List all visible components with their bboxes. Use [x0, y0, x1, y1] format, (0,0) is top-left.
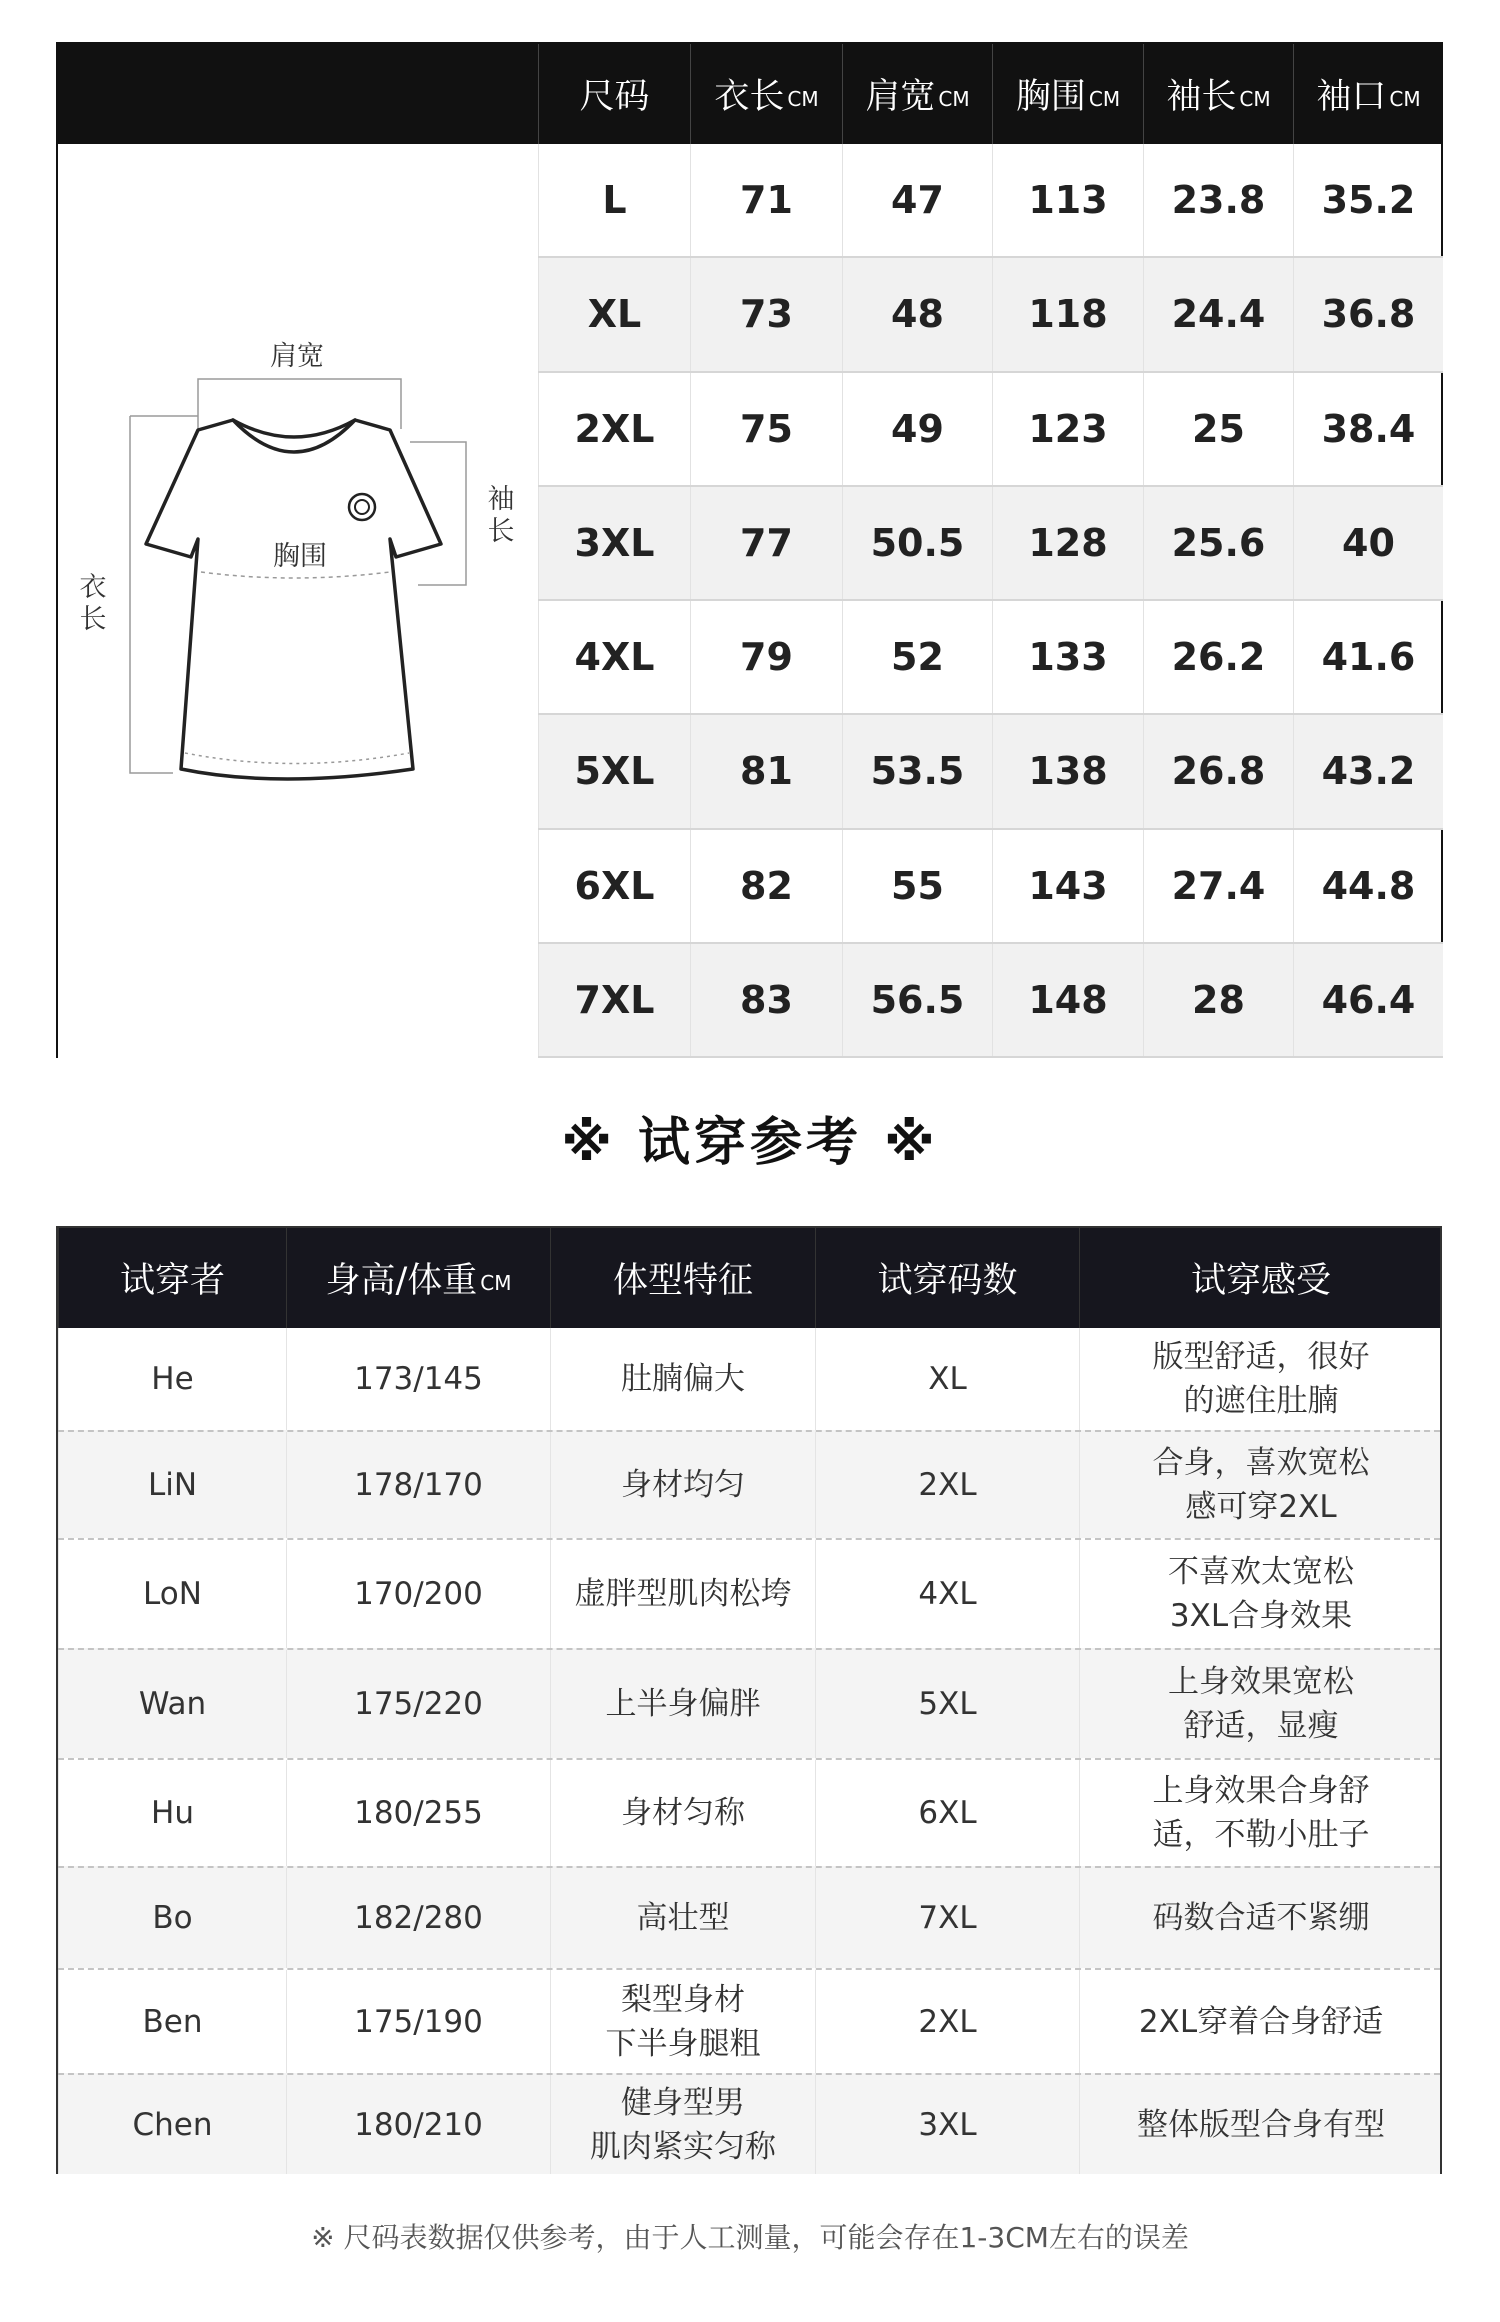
size-header-unit: CM [1088, 87, 1121, 111]
cell-line: 3XL合身效果 [1169, 1598, 1353, 1634]
size-cell-sleeve: 26.8 [1143, 715, 1293, 827]
cell-line: 身材匀称 [621, 1795, 745, 1831]
size-row [538, 601, 1443, 715]
tryon-cell-height-weight: 180/255 [286, 1760, 550, 1866]
tryon-cell-tried-size: 2XL [815, 1970, 1079, 2073]
size-cell-length: 71 [690, 144, 842, 256]
cell-line: 高壮型 [636, 1900, 730, 1936]
tryon-cell-tester: Bo [58, 1868, 286, 1968]
tryon-header-tester [58, 1228, 286, 1328]
tryon-header-label: 体型特征 [612, 1261, 753, 1301]
tshirt-diagram [58, 144, 538, 1058]
size-row [538, 487, 1443, 601]
cell-line: 感可穿2XL [1185, 1489, 1337, 1525]
tryon-cell-feedback [1079, 1328, 1442, 1430]
cell-line: 适，不勒小肚子 [1152, 1817, 1370, 1853]
size-row [538, 715, 1443, 829]
size-cell-cuff: 35.2 [1293, 144, 1443, 256]
tryon-cell-tried-size: 7XL [815, 1868, 1079, 1968]
size-cell-chest: 113 [992, 144, 1143, 256]
tryon-cell-height-weight: 178/170 [286, 1432, 550, 1538]
tryon-header-tried-size [815, 1228, 1079, 1328]
size-chart-body [538, 144, 1443, 1058]
size-cell-chest: 133 [992, 601, 1143, 713]
cell-line: 2XL穿着合身舒适 [1138, 2003, 1384, 2040]
tryon-header-body-type [550, 1228, 815, 1328]
shoulder-width-label: 肩宽 [270, 341, 324, 372]
size-header-size [538, 44, 690, 144]
size-cell-size: 6XL [538, 830, 690, 942]
tryon-header-unit: CM [480, 1271, 512, 1295]
tryon-header-label: 试穿码数 [877, 1261, 1018, 1301]
tryon-cell-height-weight: 182/280 [286, 1868, 550, 1968]
tryon-cell-tester: LiN [58, 1432, 286, 1538]
tryon-header-height-weight [286, 1228, 550, 1328]
size-cell-size: XL [538, 258, 690, 370]
cell-line: 版型舒适，很好 [1152, 1339, 1370, 1375]
cell-line: 肚腩偏大 [621, 1361, 745, 1397]
size-cell-sleeve: 28 [1143, 944, 1293, 1056]
size-cell-size: 4XL [538, 601, 690, 713]
size-cell-sleeve: 27.4 [1143, 830, 1293, 942]
tryon-header-label: 试穿感受 [1190, 1261, 1331, 1301]
size-cell-shoulder: 48 [842, 258, 992, 370]
size-header-shoulder [842, 44, 992, 144]
size-cell-size: 2XL [538, 373, 690, 485]
size-row [538, 373, 1443, 487]
size-cell-length: 75 [690, 373, 842, 485]
size-cell-shoulder: 56.5 [842, 944, 992, 1056]
size-row [538, 944, 1443, 1058]
size-cell-cuff: 40 [1293, 487, 1443, 599]
length-label: 衣 长 [79, 572, 107, 635]
cell-line: 梨型身材 [621, 1981, 745, 2018]
tryon-cell-tried-size: 4XL [815, 1540, 1079, 1648]
tryon-cell-body-type [550, 1540, 815, 1648]
tryon-cell-feedback [1079, 1760, 1442, 1866]
tshirt-outline-icon [58, 144, 538, 1058]
tryon-row [58, 2073, 1440, 2174]
cell-line: 不喜欢太宽松 [1168, 1554, 1354, 1590]
size-header-cuff [1293, 44, 1443, 144]
size-cell-length: 82 [690, 830, 842, 942]
size-cell-chest: 128 [992, 487, 1143, 599]
size-cell-shoulder: 49 [842, 373, 992, 485]
size-cell-shoulder: 52 [842, 601, 992, 713]
size-chart-header [58, 44, 1441, 144]
size-cell-cuff: 46.4 [1293, 944, 1443, 1056]
cell-line: 合身，喜欢宽松 [1152, 1445, 1370, 1481]
tryon-table [56, 1226, 1442, 2174]
size-cell-size: L [538, 144, 690, 256]
size-header-unit: CM [1239, 87, 1271, 111]
size-cell-shoulder: 53.5 [842, 715, 992, 827]
cell-line: 下半身腿粗 [605, 2025, 761, 2062]
tryon-cell-tester: Hu [58, 1760, 286, 1866]
size-cell-chest: 123 [992, 373, 1143, 485]
tryon-cell-height-weight: 173/145 [286, 1328, 550, 1430]
tryon-cell-feedback [1079, 1540, 1442, 1648]
cell-line: 虚胖型肌肉松垮 [574, 1576, 792, 1612]
tryon-cell-body-type [550, 1868, 815, 1968]
tryon-cell-tried-size: 6XL [815, 1760, 1079, 1866]
tryon-row [58, 1430, 1440, 1538]
tryon-cell-body-type [550, 1432, 815, 1538]
tryon-cell-body-type [550, 1328, 815, 1430]
size-row [538, 144, 1443, 258]
tryon-cell-tried-size: 5XL [815, 1650, 1079, 1758]
tryon-row [58, 1648, 1440, 1758]
tryon-cell-height-weight: 170/200 [286, 1540, 550, 1648]
size-cell-shoulder: 47 [842, 144, 992, 256]
size-header-unit: CM [938, 87, 970, 111]
tryon-row [58, 1968, 1440, 2073]
cell-line: 整体版型合身有型 [1137, 2106, 1385, 2143]
cell-line: 健身型男 [621, 2084, 745, 2121]
cell-line: 上身效果合身舒 [1152, 1773, 1370, 1809]
tryon-cell-body-type [550, 1650, 815, 1758]
tryon-cell-tester: Ben [58, 1970, 286, 2073]
size-chart-table [56, 42, 1443, 1058]
size-header-chest [992, 44, 1143, 144]
size-header-label: 衣长 [714, 77, 785, 117]
size-cell-size: 7XL [538, 944, 690, 1056]
cell-line: 身材均匀 [621, 1467, 745, 1503]
tryon-cell-feedback [1079, 1650, 1442, 1758]
size-cell-chest: 118 [992, 258, 1143, 370]
tryon-cell-height-weight: 175/190 [286, 1970, 550, 2073]
size-cell-cuff: 43.2 [1293, 715, 1443, 827]
tryon-cell-feedback [1079, 2075, 1442, 2174]
size-cell-chest: 148 [992, 944, 1143, 1056]
tryon-cell-feedback [1079, 1868, 1442, 1968]
tryon-cell-tried-size: XL [815, 1328, 1079, 1430]
size-cell-size: 3XL [538, 487, 690, 599]
tryon-header-label: 试穿者 [119, 1261, 225, 1301]
size-cell-shoulder: 55 [842, 830, 992, 942]
tryon-cell-tester: Wan [58, 1650, 286, 1758]
size-header-label: 胸围 [1015, 77, 1086, 117]
size-cell-length: 73 [690, 258, 842, 370]
tryon-header-label: 身高/体重 [325, 1261, 478, 1301]
cell-line: 的遮住肚腩 [1183, 1383, 1339, 1419]
tryon-cell-tester: LoN [58, 1540, 286, 1648]
tryon-row [58, 1538, 1440, 1648]
size-cell-sleeve: 25 [1143, 373, 1293, 485]
size-header-label: 袖长 [1166, 77, 1237, 117]
size-cell-length: 81 [690, 715, 842, 827]
size-cell-shoulder: 50.5 [842, 487, 992, 599]
size-cell-chest: 138 [992, 715, 1143, 827]
tryon-cell-height-weight: 180/210 [286, 2075, 550, 2174]
tryon-row [58, 1758, 1440, 1866]
size-cell-length: 79 [690, 601, 842, 713]
tryon-cell-tried-size: 3XL [815, 2075, 1079, 2174]
cell-line: 上半身偏胖 [605, 1686, 761, 1722]
tryon-cell-feedback [1079, 1970, 1442, 2073]
tryon-row [58, 1866, 1440, 1968]
tryon-cell-body-type [550, 1760, 815, 1866]
tryon-cell-body-type [550, 2075, 815, 2174]
size-cell-sleeve: 26.2 [1143, 601, 1293, 713]
size-header-label: 袖口 [1316, 77, 1387, 117]
size-header-unit: CM [1389, 87, 1421, 111]
size-cell-sleeve: 23.8 [1143, 144, 1293, 256]
tryon-table-header [58, 1228, 1440, 1328]
cell-line: 上身效果宽松 [1168, 1664, 1354, 1700]
size-cell-chest: 143 [992, 830, 1143, 942]
size-cell-length: 83 [690, 944, 842, 1056]
tryon-section-title: ※ 试穿参考 ※ [561, 1113, 939, 1173]
sleeve-length-label: 袖 长 [487, 484, 515, 547]
tryon-cell-tried-size: 2XL [815, 1432, 1079, 1538]
tryon-row [58, 1328, 1440, 1430]
tryon-cell-height-weight: 175/220 [286, 1650, 550, 1758]
footnote: ※ 尺码表数据仅供参考，由于人工测量，可能会存在1-3CM左右的误差 [311, 2221, 1189, 2254]
tryon-cell-tester: He [58, 1328, 286, 1430]
size-header-unit: CM [787, 87, 819, 111]
tryon-table-body [58, 1328, 1440, 2174]
size-cell-sleeve: 25.6 [1143, 487, 1293, 599]
cell-line: 码数合适不紧绷 [1152, 1900, 1370, 1936]
size-header-sleeve [1143, 44, 1293, 144]
tryon-cell-feedback [1079, 1432, 1442, 1538]
tryon-cell-body-type [550, 1970, 815, 2073]
tryon-cell-tester: Chen [58, 2075, 286, 2174]
chest-label: 胸围 [273, 541, 327, 572]
tryon-header-feedback [1079, 1228, 1442, 1328]
cell-line: 肌肉紧实匀称 [590, 2128, 776, 2165]
cell-line: 舒适，显瘦 [1183, 1708, 1339, 1744]
size-row [538, 830, 1443, 944]
size-cell-cuff: 38.4 [1293, 373, 1443, 485]
size-cell-cuff: 44.8 [1293, 830, 1443, 942]
size-cell-size: 5XL [538, 715, 690, 827]
size-header-label: 肩宽 [865, 77, 936, 117]
size-cell-length: 77 [690, 487, 842, 599]
size-row [538, 258, 1443, 372]
size-cell-sleeve: 24.4 [1143, 258, 1293, 370]
size-cell-cuff: 41.6 [1293, 601, 1443, 713]
size-header-label: 尺码 [579, 77, 650, 117]
size-cell-cuff: 36.8 [1293, 258, 1443, 370]
size-header-length [690, 44, 842, 144]
